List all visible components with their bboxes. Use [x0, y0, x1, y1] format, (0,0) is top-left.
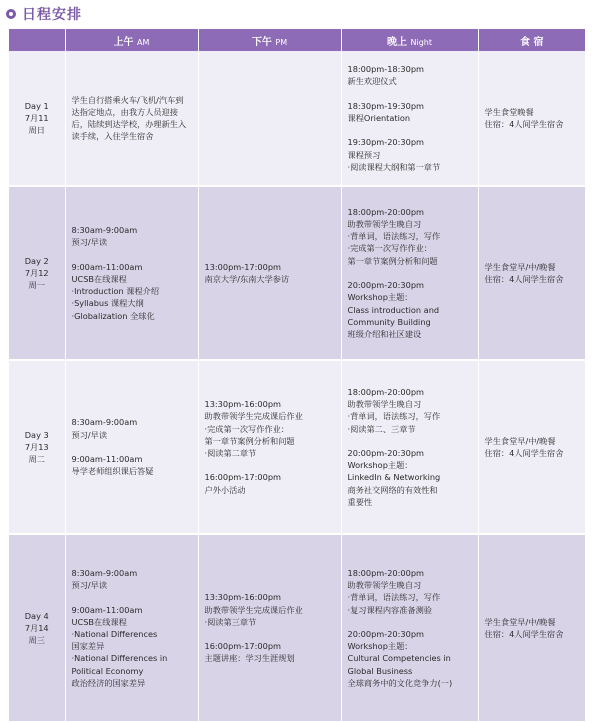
- meal-cell: 学生食堂早/中/晚餐 住宿：4人间学生宿舍: [478, 534, 585, 722]
- table-row: [9, 186, 585, 360]
- header-meal: 食 宿: [478, 29, 585, 51]
- bullet-icon: [6, 9, 16, 19]
- header-night: 晚上 Night: [341, 29, 478, 51]
- day-cell: Day 4 7月14 周三: [9, 534, 65, 722]
- header-row: [9, 29, 585, 51]
- day-cell: Day 3 7月13 周二: [9, 360, 65, 534]
- schedule-table: [9, 29, 585, 723]
- page-title: 日程安排: [22, 7, 82, 23]
- header-am: 上午 AM: [65, 29, 198, 51]
- header-pm: 下午 PM: [198, 29, 341, 51]
- table-row: [9, 534, 585, 722]
- table-row: [9, 51, 585, 186]
- am-cell: 学生自行搭乘火车/飞机/汽车到达指定地点，由我方人员迎接后，陆续到达学校，办理新生入读手续，入住学生宿舍: [65, 51, 198, 186]
- meal-cell: 学生食堂早/中/晚餐 住宿：4人间学生宿舍: [478, 186, 585, 360]
- meal-cell: 学生食堂晚餐 住宿：4人间学生宿舍: [478, 51, 585, 186]
- night-cell: 18:00pm-18:30pm 新生欢迎仪式 18:30pm-19:30pm 课程Orientation 19:30pm-20:30pm 课程预习 ·阅读课程大纲和第一章节: [341, 51, 478, 186]
- day-cell: Day 1 7月11 周日: [9, 51, 65, 186]
- am-cell: 8:30am-9:00am 预习/早读 9:00am-11:00am 导学老师组织课后答疑: [65, 360, 198, 534]
- table-row: [9, 360, 585, 534]
- night-cell: 18:00pm-20:00pm 助教带领学生晚自习 ·背单词，语法练习，写作 ·复习课程内容准备测验 20:00pm-20:30pm Workshop主题： Cultural Competencies in Global Business 全球商务中的文化竞争力(一): [341, 534, 478, 722]
- am-cell: 8:30am-9:00am 预习/早读 9:00am-11:00am UCSB在线课程 ·Introduction 课程介绍 ·Syllabus 课程大纲 ·Globalization 全球化: [65, 186, 198, 360]
- day-cell: Day 2 7月12 周一: [9, 186, 65, 360]
- pm-cell: 13:30pm-16:00pm 助教带领学生完成课后作业 ·阅读第三章节 16:00pm-17:00pm 主题讲座：学习生涯规划: [198, 534, 341, 722]
- header-day: [9, 29, 65, 51]
- night-cell: 18:00pm-20:00pm 助教带领学生晚自习 ·背单词，语法练习，写作 ·阅读第二、三章节 20:00pm-20:30pm Workshop主题： LinkedIn & Networking 商务社交网络的有效性和 重要性: [341, 360, 478, 534]
- pm-cell: 13:00pm-17:00pm 南京大学/东南大学参访: [198, 186, 341, 360]
- am-cell: 8:30am-9:00am 预习/早读 9:00am-11:00am UCSB在线课程 ·National Differences 国家差异 ·National Differences in Political Economy 政治经济的国家差异: [65, 534, 198, 722]
- section-header: [6, 4, 82, 24]
- meal-cell: 学生食堂早/中/晚餐 住宿：4人间学生宿舍: [478, 360, 585, 534]
- pm-cell: 13:30pm-16:00pm 助教带领学生完成课后作业 ·完成第一次写作作业： 第一章节案例分析和问题 ·阅读第二章节 16:00pm-17:00pm 户外小活动: [198, 360, 341, 534]
- pm-cell: [198, 51, 341, 186]
- night-cell: 18:00pm-20:00pm 助教带领学生晚自习 ·背单词，语法练习，写作 ·完成第一次写作作业： 第一章节案例分析和问题 20:00pm-20:30pm Workshop主题： Class introduction and Community Building 班级介绍和社区建设: [341, 186, 478, 360]
